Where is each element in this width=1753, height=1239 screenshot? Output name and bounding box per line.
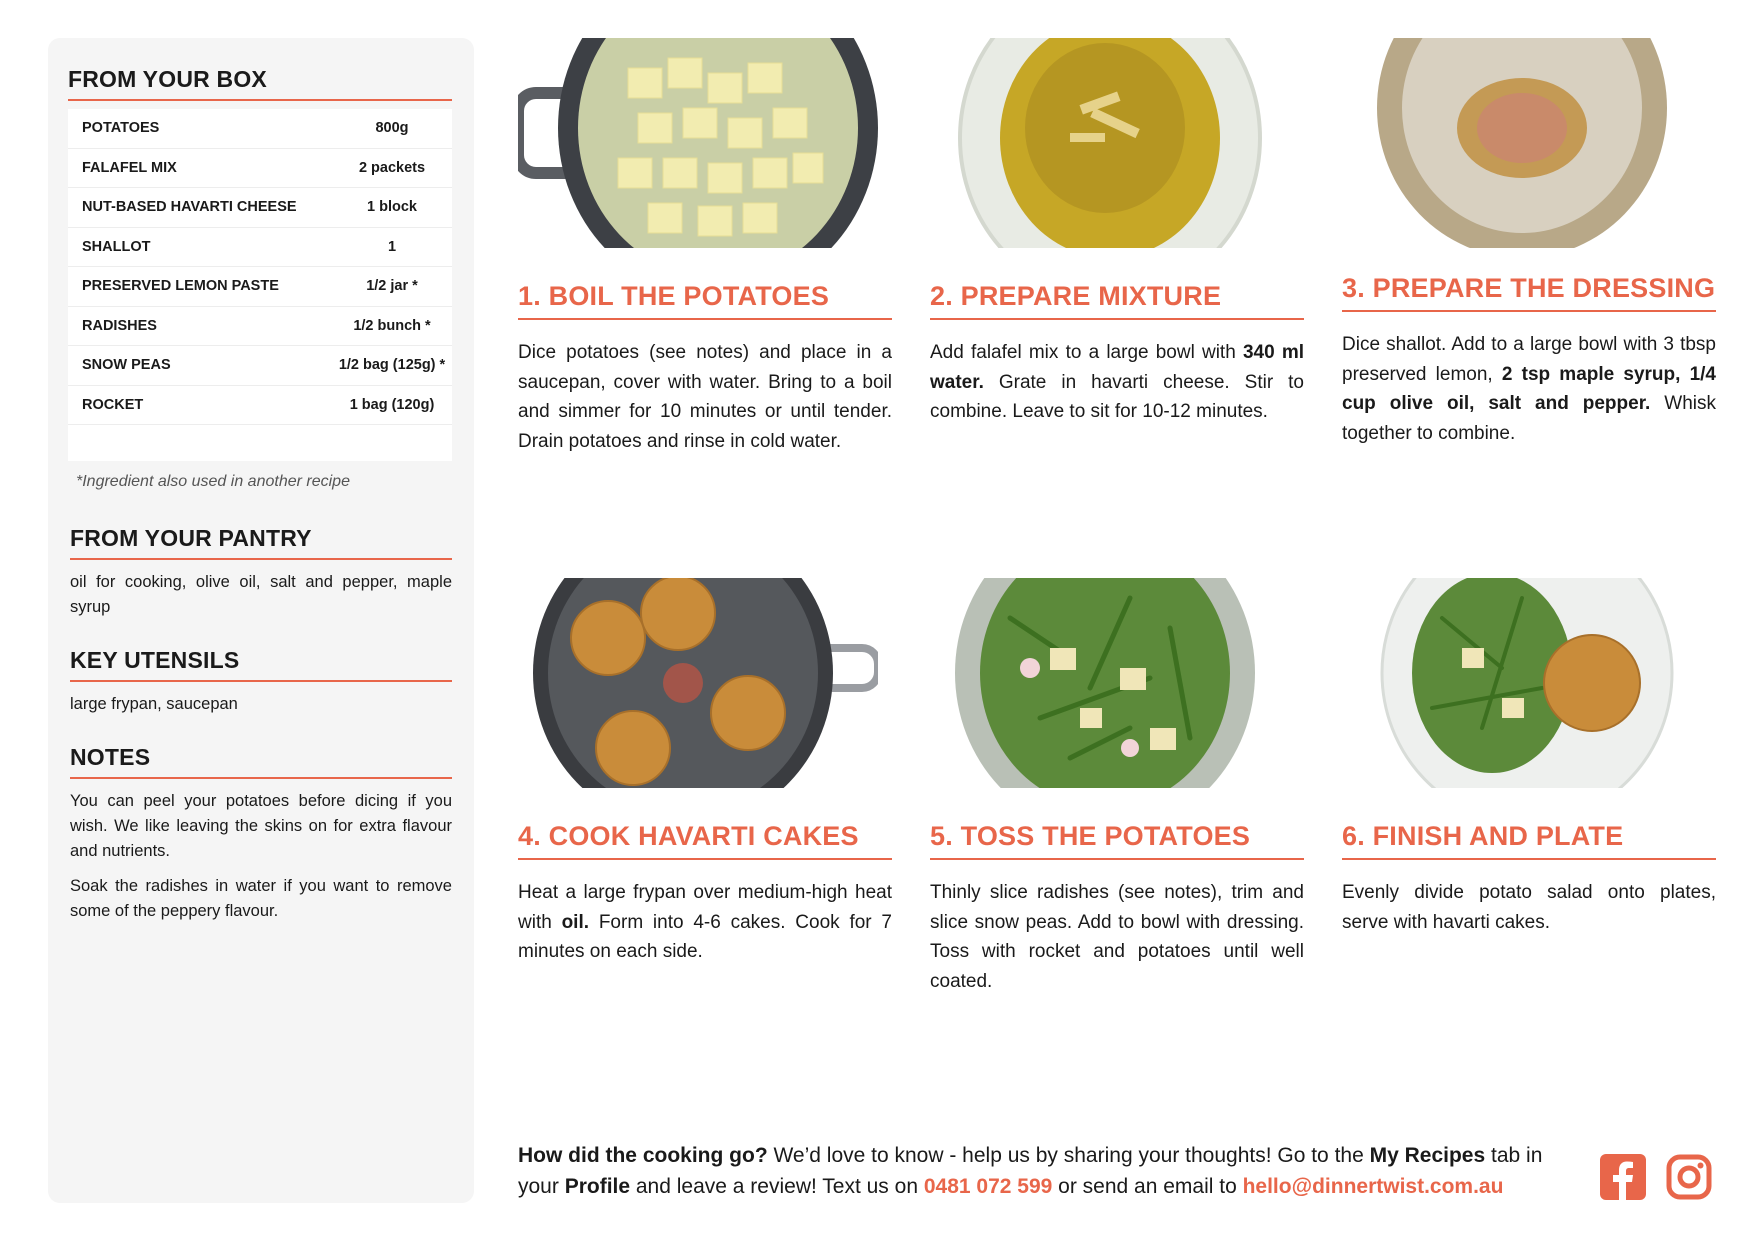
pot-of-potatoes-image: [518, 38, 878, 248]
step-4-title: 4. COOK HAVARTI CAKES: [518, 821, 892, 860]
facebook-icon[interactable]: [1600, 1154, 1646, 1200]
ingredient-name: SHALLOT: [82, 238, 151, 255]
ingredient-row: [68, 149, 452, 189]
step-6-title: 6. FINISH AND PLATE: [1342, 821, 1716, 860]
notes-heading: NOTES: [70, 744, 452, 779]
bowl-of-salad-image: [930, 578, 1290, 788]
ingredient-qty: 1: [387, 238, 397, 255]
ingredient-name: RADISHES: [82, 317, 157, 334]
ingredient-qty: 2 packets: [358, 159, 426, 176]
bowl-of-dressing-image: [1342, 38, 1702, 248]
feedback-text: tab in your: [518, 1144, 1543, 1198]
step-4-text-bold: oil.: [561, 911, 590, 933]
bowl-of-falafel-mixture-image: [930, 38, 1290, 248]
ingredients-sidebar: [48, 38, 474, 1203]
step-1-text-part: Dice potatoes (see notes) and place in a saucepan, cover with water. Bring to a boil and simmer for 10 minutes or until tender. Drain potatoes and rinse in cold water.: [518, 342, 892, 452]
ingredient-qty: 1/2 bag (125g) *: [338, 357, 446, 374]
feedback-question: How did the cooking go?: [518, 1144, 768, 1167]
frypan-with-cakes-image: [518, 578, 878, 788]
step-6-photo: [1342, 578, 1702, 788]
feedback-text: or send an email to: [1052, 1175, 1243, 1198]
step-1-title: 1. BOIL THE POTATOES: [518, 281, 892, 320]
pantry-section: [70, 525, 452, 620]
ingredient-qty: 1 bag (120g): [349, 396, 435, 413]
step-3: [1342, 38, 1716, 448]
step-5: [930, 578, 1304, 996]
email-link[interactable]: hello@dinnertwist.com.au: [1242, 1175, 1504, 1198]
feedback-text: and leave a review! Text us on: [630, 1175, 924, 1198]
step-3-photo: [1342, 38, 1702, 248]
table-spacer: [68, 425, 452, 461]
step-2-text-part: Grate in havarti cheese. Stir to combine. Leave to sit for 10-12 minutes.: [930, 371, 1304, 422]
step-4: [518, 578, 892, 967]
box-heading: FROM YOUR BOX: [68, 66, 452, 101]
feedback-footer: [518, 1140, 1578, 1202]
step-2-title: 2. PREPARE MIXTURE: [930, 281, 1304, 320]
ingredient-row: [68, 228, 452, 268]
step-4-photo: [518, 578, 878, 788]
utensils-heading: KEY UTENSILS: [70, 647, 452, 682]
box-ingredients-table: [68, 109, 452, 461]
step-4-text: [518, 878, 892, 967]
notes-paragraph: You can peel your potatoes before dicing if you wish. We like leaving the skins on for extra flavour and nutrients.: [70, 792, 452, 860]
my-recipes-label: My Recipes: [1369, 1144, 1486, 1167]
ingredient-row: [68, 386, 452, 426]
step-2-text-part: Add falafel mix to a large bowl with: [930, 342, 1243, 363]
ingredient-row: [68, 267, 452, 307]
ingredient-row: [68, 307, 452, 347]
step-6-text-part: Evenly divide potato salad onto plates, serve with havarti cakes.: [1342, 882, 1716, 933]
ingredient-qty: 1/2 jar *: [366, 278, 418, 295]
step-2-text-bold: 340 ml water.: [930, 342, 1304, 393]
ingredient-qty: 800g: [375, 120, 409, 137]
instagram-icon[interactable]: [1666, 1154, 1712, 1200]
pantry-heading: FROM YOUR PANTRY: [70, 525, 452, 560]
step-1: [518, 38, 892, 456]
ingredient-row: [68, 188, 452, 228]
step-2-text: [930, 338, 1304, 427]
ingredient-name: PRESERVED LEMON PASTE: [82, 278, 279, 295]
notes-paragraph: Soak the radishes in water if you want to remove some of the peppery flavour.: [70, 877, 452, 920]
step-2-photo: [930, 38, 1290, 248]
step-6-text: [1342, 878, 1716, 937]
step-3-text-part: Dice shallot. Add to a large bowl with 3 tbsp preserved lemon,: [1342, 334, 1716, 385]
step-5-text: [930, 878, 1304, 996]
step-4-text-part: Heat a large frypan over medium-high heat with: [518, 882, 892, 933]
ingredient-qty: 1/2 bunch *: [353, 317, 431, 334]
step-6: [1342, 578, 1716, 937]
utensils-text: large frypan, saucepan: [70, 695, 238, 713]
step-1-photo: [518, 38, 878, 248]
step-3-text-part: Whisk together to combine.: [1342, 393, 1716, 444]
ingredient-qty: 1 block: [367, 199, 417, 216]
ingredient-row: [68, 109, 452, 149]
step-2: [930, 38, 1304, 427]
footnote: *Ingredient also used in another recipe: [76, 473, 350, 490]
ingredient-name: NUT-BASED HAVARTI CHEESE: [82, 199, 297, 216]
profile-label: Profile: [564, 1175, 631, 1198]
pantry-text: oil for cooking, olive oil, salt and pepper, maple syrup: [70, 573, 452, 616]
step-1-text: [518, 338, 892, 456]
ingredient-name: SNOW PEAS: [82, 357, 171, 374]
phone-link[interactable]: 0481 072 599: [923, 1175, 1053, 1198]
plated-salad-and-cake-image: [1342, 578, 1702, 788]
ingredient-row: [68, 346, 452, 386]
feedback-text: We’d love to know - help us by sharing your thoughts! Go to the: [767, 1144, 1370, 1167]
step-5-title: 5. TOSS THE POTATOES: [930, 821, 1304, 860]
utensils-section: [70, 647, 452, 717]
ingredient-name: FALAFEL MIX: [82, 159, 177, 176]
step-3-title: 3. PREPARE THE DRESSING: [1342, 273, 1716, 312]
ingredient-name: POTATOES: [82, 120, 160, 137]
step-5-text-part: Thinly slice radishes (see notes), trim and slice snow peas. Add to bowl with dressing. Toss with rocket and potatoes until well coated.: [930, 882, 1304, 992]
ingredient-name: ROCKET: [82, 396, 144, 413]
step-4-text-part: Form into 4-6 cakes. Cook for 7 minutes on each side.: [518, 911, 892, 962]
step-3-text: [1342, 330, 1716, 448]
notes-section: [70, 744, 452, 924]
step-5-photo: [930, 578, 1290, 788]
step-3-text-bold: 2 tsp maple syrup, 1/4 cup olive oil, salt and pepper.: [1342, 363, 1716, 414]
